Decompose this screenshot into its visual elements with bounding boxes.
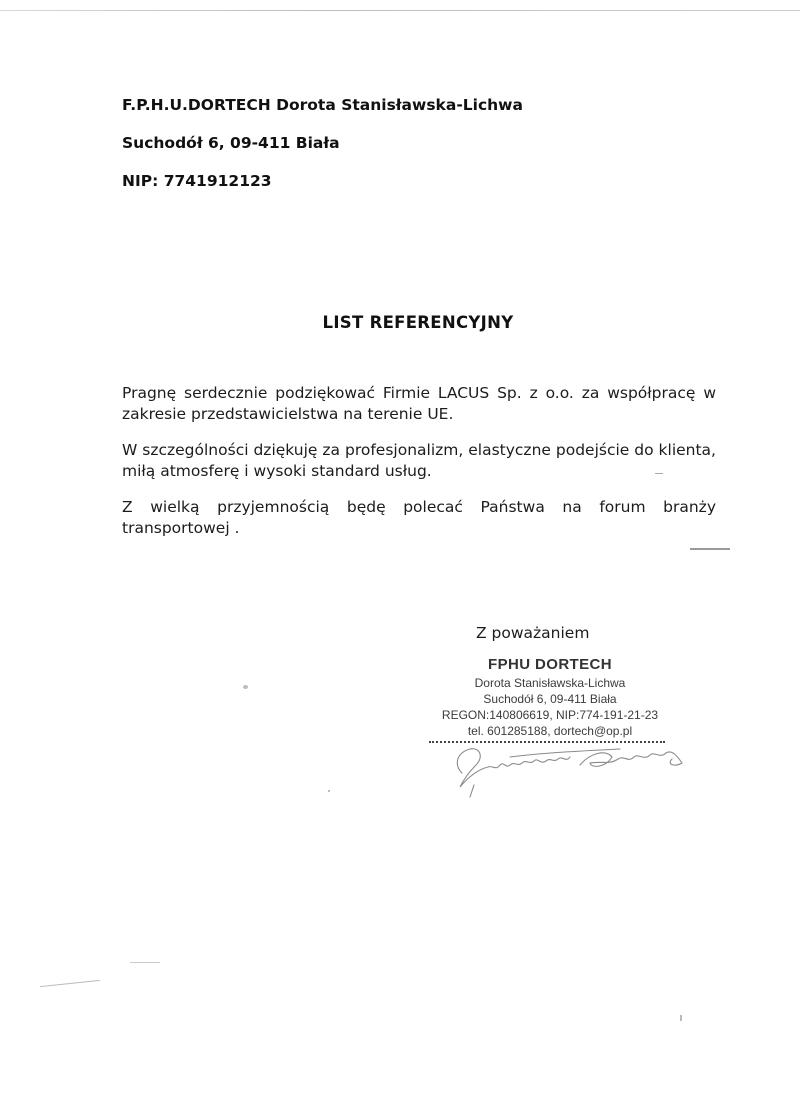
stamp-address: Suchodół 6, 09-411 Biała: [483, 692, 617, 706]
company-name: F.P.H.U.DORTECH Dorota Stanisławska-Lichwa: [122, 96, 523, 114]
scan-speck: [690, 548, 730, 550]
stamp-contact: tel. 601285188, dortech@op.pl: [467, 724, 633, 738]
paragraph-recommendation: Z wielką przyjemnością będę polecać Państwa na forum branży transportowej .: [122, 498, 716, 537]
scan-speck: [680, 1015, 682, 1021]
scan-speck: [40, 980, 100, 987]
handwritten-signature: [440, 735, 690, 800]
company-address: Suchodół 6, 09-411 Biała: [122, 134, 340, 152]
letter-body: [122, 383, 716, 554]
paragraph-praise: W szczególności dziękuję za profesjonalizm, elastyczne podejście do klienta, miłą atmosferę i wysoki standard usług.: [122, 441, 716, 480]
scan-speck: [328, 790, 330, 792]
paragraph-thanks: Pragnę serdecznie podziękować Firmie LACUS Sp. z o.o. za współpracę w zakresie przedstawicielstwa na terenie UE.: [122, 384, 716, 423]
document-title: LIST REFERENCYJNY: [322, 313, 514, 332]
letterhead: [122, 95, 523, 209]
stamp-regon-nip: REGON:140806619, NIP:774-191-21-23: [441, 708, 659, 722]
company-stamp: [425, 656, 675, 743]
scan-speck: [130, 962, 160, 963]
scan-edge-line: [0, 10, 800, 11]
company-nip: NIP: 7741912123: [122, 172, 272, 190]
closing-salutation: Z poważaniem: [476, 624, 590, 642]
scan-speck: [243, 685, 248, 689]
stamp-company: FPHU DORTECH: [488, 656, 612, 673]
stamp-owner: Dorota Stanisławska-Lichwa: [474, 676, 626, 690]
scan-speck: [655, 473, 663, 474]
